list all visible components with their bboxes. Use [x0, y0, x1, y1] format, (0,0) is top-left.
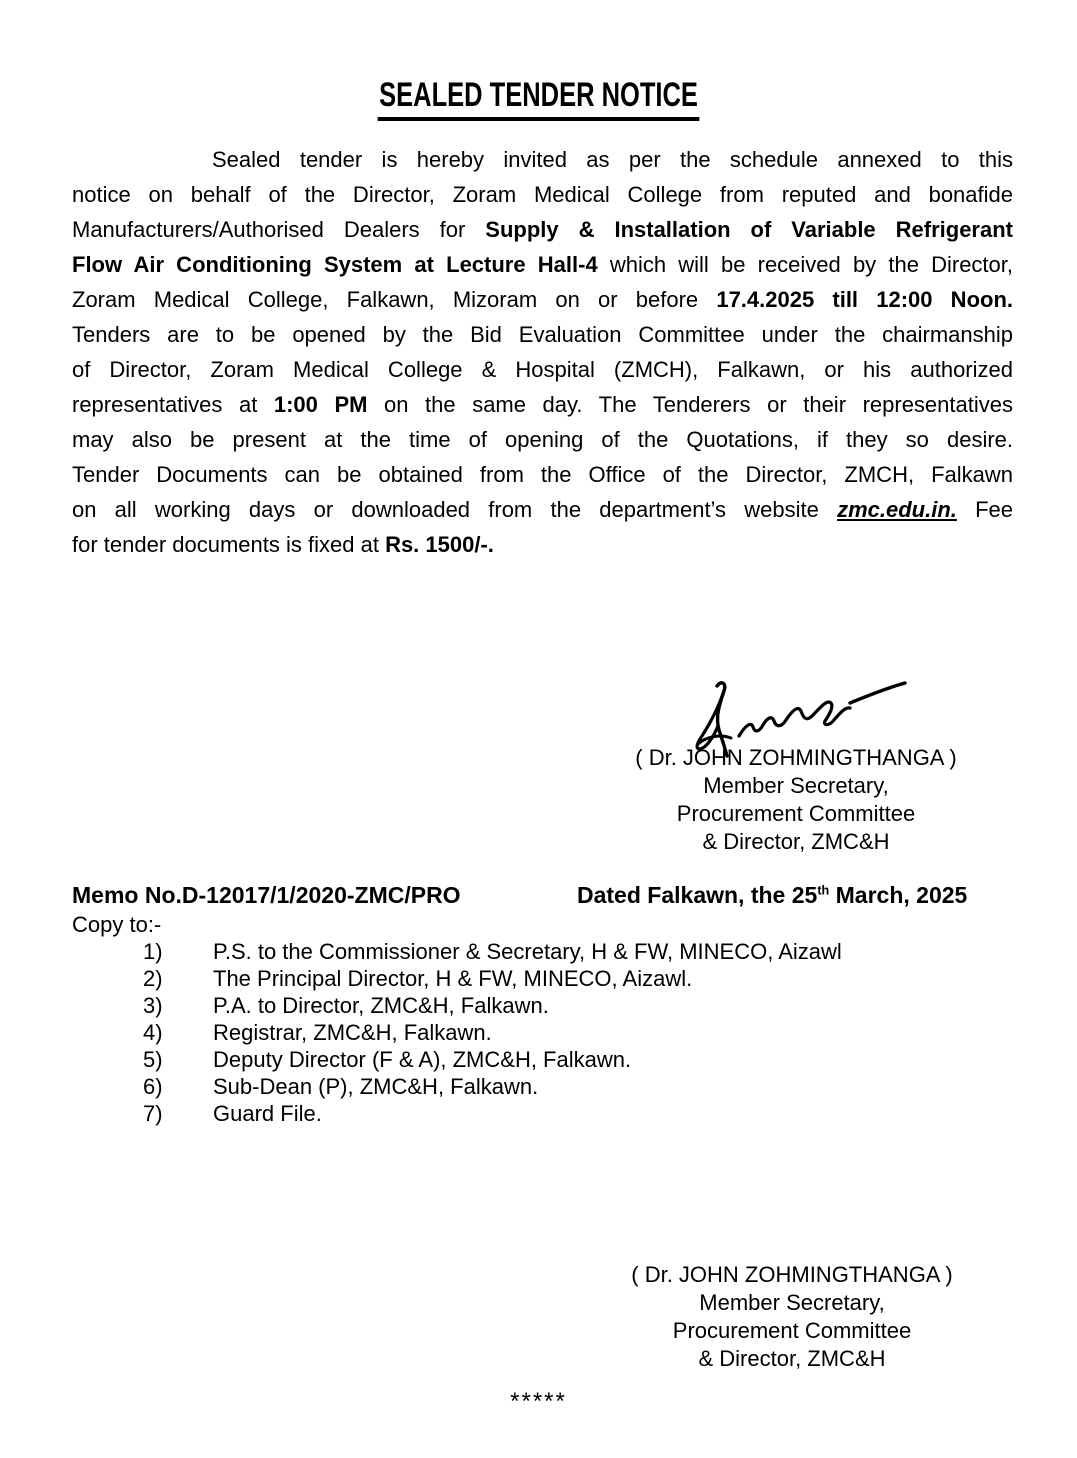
- body-line: Manufacturers/Authorised Dealers for Supply & Installation of Variable Refrigerant: [72, 217, 1013, 242]
- notice-body-paragraph: [72, 142, 1013, 562]
- body-line: for tender documents is fixed at Rs. 1500/-.: [72, 532, 494, 557]
- list-item-number: 1): [143, 939, 163, 964]
- signatory-role: & Director, ZMC&H: [698, 1346, 886, 1371]
- list-item: [72, 1100, 1013, 1127]
- list-item-text: Guard File.: [213, 1101, 322, 1126]
- list-item: [72, 1073, 1013, 1100]
- list-item-number: 4): [143, 1020, 163, 1045]
- end-of-document-marker: *****: [510, 1388, 567, 1415]
- list-item: [72, 1019, 1013, 1046]
- page-title: SEALED TENDER NOTICE: [378, 76, 700, 121]
- list-item-text: Sub-Dean (P), ZMC&H, Falkawn.: [213, 1074, 539, 1099]
- body-line: notice on behalf of the Director, Zoram Medical College from reputed and bonafide: [72, 182, 1013, 207]
- signatory-role: Member Secretary,: [699, 1290, 885, 1315]
- memo-number: Memo No.D-12017/1/2020-ZMC/PRO: [72, 882, 461, 908]
- body-line: of Director, Zoram Medical College & Hospital (ZMCH), Falkawn, or his authorized: [72, 357, 1013, 382]
- signatory-name: ( Dr. JOHN ZOHMINGTHANGA ): [631, 1262, 953, 1287]
- body-line: Flow Air Conditioning System at Lecture Hall-4 which will be received by the Director,: [72, 252, 1014, 277]
- body-line: representatives at 1:00 PM on the same day. The Tenderers or their representatives: [72, 392, 1013, 417]
- signatory-block-bottom: [592, 1261, 992, 1373]
- list-item-number: 6): [143, 1074, 163, 1099]
- list-item-number: 5): [143, 1047, 163, 1072]
- signatory-role: Procurement Committee: [672, 1318, 912, 1343]
- title-container: [0, 76, 1077, 121]
- signatory-role: & Director, ZMC&H: [702, 829, 890, 854]
- list-item-text: Deputy Director (F & A), ZMC&H, Falkawn.: [213, 1047, 632, 1072]
- copy-to-label: Copy to:-: [72, 912, 162, 937]
- body-line: may also be present at the time of opening of the Quotations, if they so desire.: [72, 427, 1013, 452]
- list-item: [72, 1046, 1013, 1073]
- memo-line: [72, 882, 1013, 909]
- list-item-text: P.S. to the Commissioner & Secretary, H & FW, MINECO, Aizawl: [213, 939, 842, 964]
- signatory-role: Procurement Committee: [676, 801, 916, 826]
- signatory-role: Member Secretary,: [703, 773, 889, 798]
- list-item-text: The Principal Director, H & FW, MINECO, Aizawl.: [213, 966, 693, 991]
- list-item-number: 3): [143, 993, 163, 1018]
- body-line: Zoram Medical College, Falkawn, Mizoram on or before 17.4.2025 till 12:00 Noon.: [72, 287, 1013, 312]
- copy-to-list: [72, 938, 1013, 1127]
- list-item-number: 2): [143, 966, 163, 991]
- signatory-block-top: [596, 744, 996, 856]
- list-item-text: P.A. to Director, ZMC&H, Falkawn.: [213, 993, 549, 1018]
- list-item: [72, 938, 1013, 965]
- signatory-name: ( Dr. JOHN ZOHMINGTHANGA ): [635, 745, 957, 770]
- list-item-number: 7): [143, 1101, 163, 1126]
- list-item-text: Registrar, ZMC&H, Falkawn.: [213, 1020, 492, 1045]
- memo-date: Dated Falkawn, the 25th March, 2025: [577, 882, 968, 908]
- body-line: on all working days or downloaded from the department’s website zmc.edu.in. Fee: [72, 497, 1013, 522]
- body-line: Tenders are to be opened by the Bid Evaluation Committee under the chairmanship: [72, 322, 1013, 347]
- list-item: [72, 992, 1013, 1019]
- list-item: [72, 965, 1013, 992]
- body-line: Sealed tender is hereby invited as per the schedule annexed to this: [212, 147, 1013, 172]
- body-line: Tender Documents can be obtained from the Office of the Director, ZMCH, Falkawn: [72, 462, 1013, 487]
